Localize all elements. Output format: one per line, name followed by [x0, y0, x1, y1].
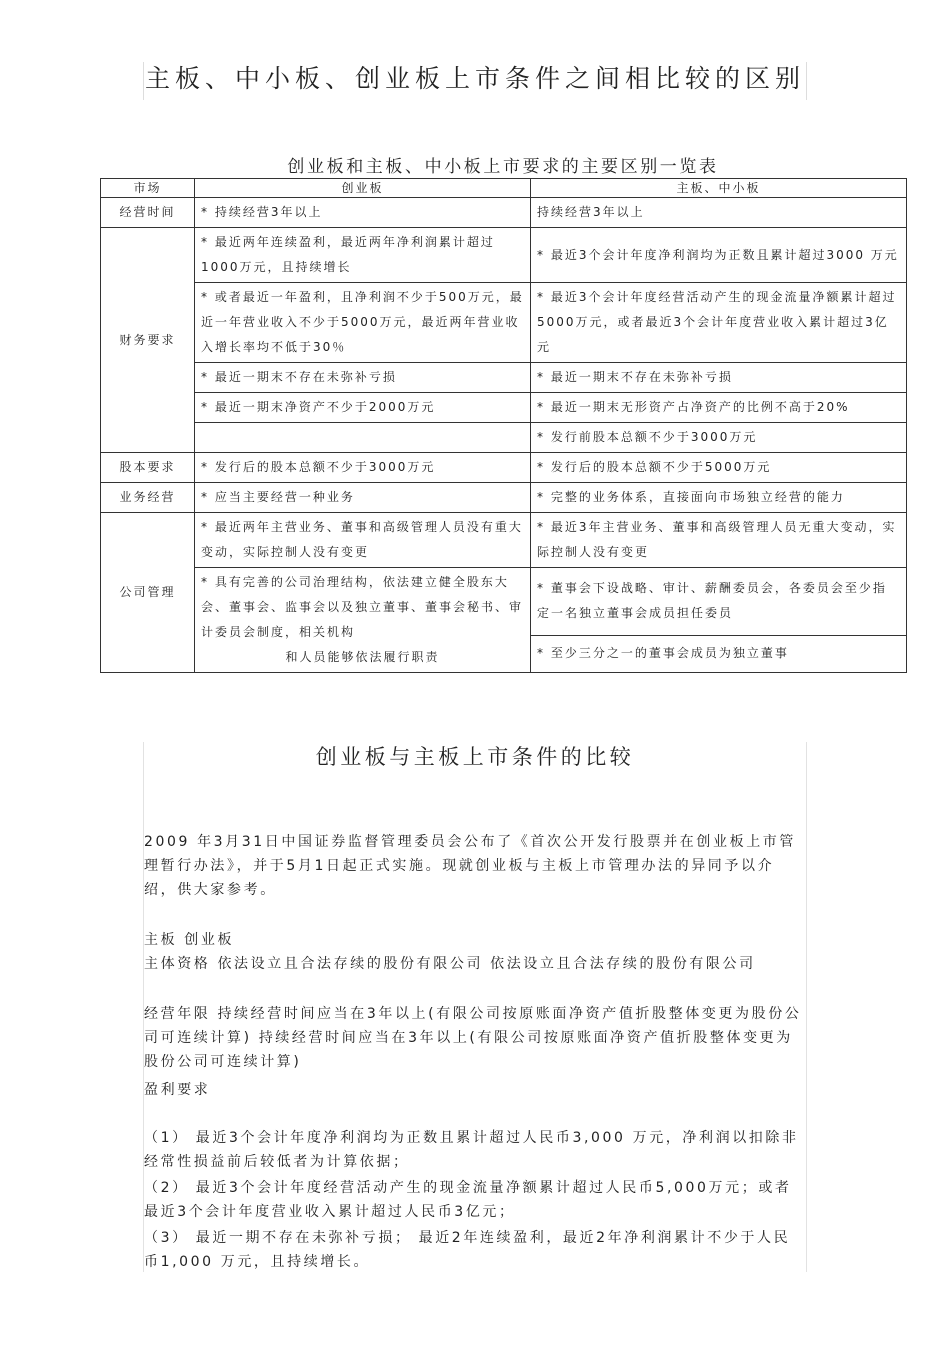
table-row [101, 453, 907, 483]
table-row [101, 513, 907, 568]
columns-heading: 主板 创业板 [144, 932, 235, 948]
main-cell: * 最近3个会计年度经营活动产生的现金流量净额累计超过5000万元，或者最近3个会计年度营业收入累计超过3亿元 [531, 283, 907, 363]
term-paragraph: 经营年限 持续经营时间应当在3年以上(有限公司按原账面净资产值折股整体变更为股份公司可连续计算) 持续经营时间应当在3年以上(有限公司按原账面净资产值折股整体变更为股份公司可连续计算) [144, 1006, 802, 1070]
row-label: 财务要求 [101, 228, 195, 453]
gem-cell: * 最近两年主营业务、董事和高级管理人员没有重大变动，实际控制人没有变更 [195, 513, 531, 568]
main-cell: * 发行前股本总额不少于3000万元 [531, 423, 907, 453]
table-row [101, 393, 907, 423]
table-header-row [101, 179, 907, 198]
profit-item-3: （3） 最近一期不存在未弥补亏损； 最近2年连续盈利，最近2年净利润累计不少于人民币1,000 万元，且持续增长。 [144, 1230, 791, 1270]
row-label: 股本要求 [101, 453, 195, 483]
table-caption: 创业板和主板、中小板上市要求的主要区别一览表 [287, 157, 719, 177]
gem-cell-text-tail: 和人员能够依法履行职责 [285, 650, 440, 664]
gem-cell [195, 568, 531, 673]
header-market: 市场 [101, 179, 195, 198]
gem-cell-text: * 具有完善的公司治理结构，依法建立健全股东大会、董事会、监事会以及独立董事、董事会秘书、审计委员会制度，相关机构 [201, 575, 524, 639]
main-cell: 持续经营3年以上 [531, 198, 907, 228]
header-gem: 创业板 [195, 179, 531, 198]
table-row [101, 283, 907, 363]
row-label: 公司管理 [101, 513, 195, 673]
comparison-section [143, 742, 807, 1272]
table-row [101, 228, 907, 283]
table-row [101, 423, 907, 453]
gem-cell: * 最近一期末不存在未弥补亏损 [195, 363, 531, 393]
row-label: 业务经营 [101, 483, 195, 513]
main-cell: * 最近3个会计年度净利润均为正数且累计超过3000 万元 [531, 228, 907, 283]
table-row [101, 363, 907, 393]
profit-item-1: （1） 最近3个会计年度净利润均为正数且累计超过人民币3,000 万元，净利润以扣除非经常性损益前后较低者为计算依据； [144, 1130, 799, 1170]
gem-cell-empty [195, 423, 531, 453]
gem-cell: * 持续经营3年以上 [195, 198, 531, 228]
page-title: 主板、中小板、创业板上市条件之间相比较的区别 [143, 62, 807, 100]
gem-cell: * 或者最近一年盈利，且净利润不少于500万元，最近一年营业收入不少于5000万元，最近两年营业收入增长率均不低于30％ [195, 283, 531, 363]
main-cell: * 最近一期末不存在未弥补亏损 [531, 363, 907, 393]
main-cell: * 完整的业务体系，直接面向市场独立经营的能力 [531, 483, 907, 513]
main-cell: * 至少三分之一的董事会成员为独立董事 [531, 635, 907, 672]
intro-paragraph: 2009 年3月31日中国证券监督管理委员会公布了《首次公开发行股票并在创业板上市管理暂行办法》，并于5月1日起正式实施。现就创业板与主板上市管理办法的异同予以介绍，供大家参考。 [144, 834, 796, 898]
comparison-table [100, 178, 907, 673]
table-row [101, 568, 907, 636]
main-cell: * 发行后的股本总额不少于5000万元 [531, 453, 907, 483]
table-row [101, 198, 907, 228]
gem-cell: * 发行后的股本总额不少于3000万元 [195, 453, 531, 483]
subject-paragraph: 主体资格 依法设立且合法存续的股份有限公司 依法设立且合法存续的股份有限公司 [144, 956, 756, 972]
section-title: 创业板与主板上市条件的比较 [315, 745, 635, 769]
main-cell: * 董事会下设战略、审计、薪酬委员会，各委员会至少指定一名独立董事会成员担任委员 [531, 568, 907, 636]
main-cell: * 最近3年主营业务、董事和高级管理人员无重大变动，实际控制人没有变更 [531, 513, 907, 568]
profit-heading: 盈利要求 [144, 1082, 211, 1098]
header-main: 主板、中小板 [531, 179, 907, 198]
gem-cell: * 最近两年连续盈利，最近两年净利润累计超过1000万元，且持续增长 [195, 228, 531, 283]
row-label: 经营时间 [101, 198, 195, 228]
main-cell: * 最近一期末无形资产占净资产的比例不高于20% [531, 393, 907, 423]
gem-cell: * 应当主要经营一种业务 [195, 483, 531, 513]
profit-item-2: （2） 最近3个会计年度经营活动产生的现金流量净额累计超过人民币5,000万元；或者最近3个会计年度营业收入累计超过人民币3亿元； [144, 1180, 792, 1220]
gem-cell: * 最近一期末净资产不少于2000万元 [195, 393, 531, 423]
table-row [101, 483, 907, 513]
